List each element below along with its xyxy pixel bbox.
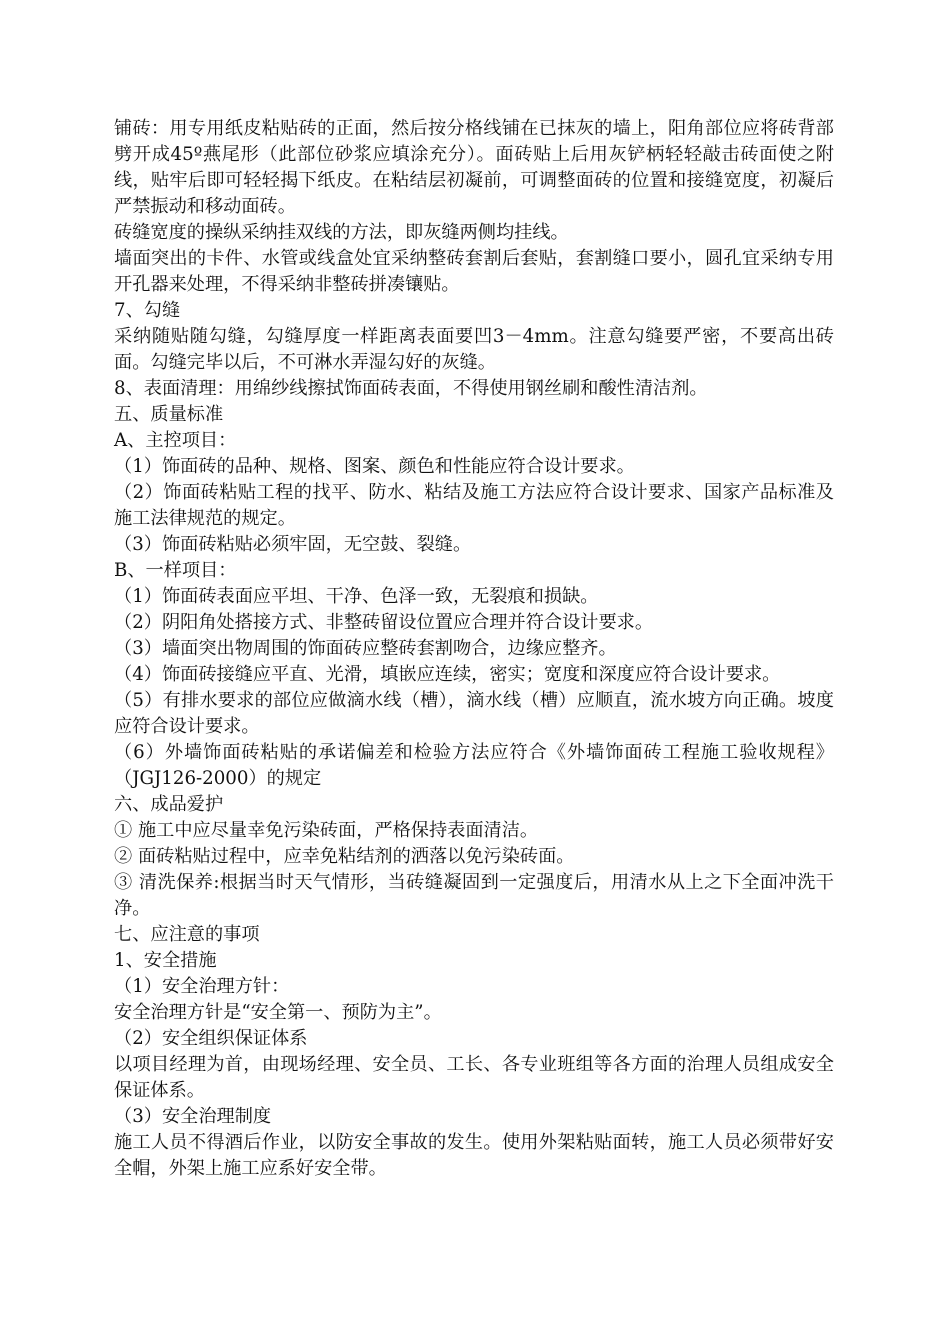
paragraph-safety-rules: 施工人员不得酒后作业，以防安全事故的发生。使用外架粘贴面转，施工人员必须带好安全帽，外架上施工应系好安全带。 <box>114 1132 834 1179</box>
paragraph-joint-width: 砖缝宽度的操纵采纳挂双线的方法，即灰缝两侧均挂线。 <box>114 222 569 243</box>
list-item: （3）墙面突出物周围的饰面砖应整砖套割吻合，边缘应整齐。 <box>114 638 617 659</box>
heading-safety-measures: 1、安全措施 <box>114 950 217 971</box>
list-item: （1）饰面砖表面应平坦、干净、色泽一致，无裂痕和损缺。 <box>114 586 599 607</box>
list-item: （6）外墙饰面砖粘贴的承诺偏差和检验方法应符合《外墙饰面砖工程施工验收规程》（JGJ126-2000）的规定 <box>114 742 834 789</box>
list-item: ③ 清洗保养:根据当时天气情形，当砖缝凝固到一定强度后，用清水从上之下全面冲洗干净。 <box>114 872 834 919</box>
paragraph-pointing: 采纳随贴随勾缝，勾缝厚度一样距离表面要凹3－4mm。注意勾缝要严密，不要高出砖面。勾缝完毕以后，不可淋水弄湿勾好的灰缝。 <box>114 326 834 373</box>
heading-general-items: B、一样项目： <box>114 560 237 581</box>
heading-pointing: 7、勾缝 <box>114 300 181 321</box>
heading-safety-rules: （3）安全治理制度 <box>114 1106 272 1127</box>
paragraph-safety-policy: 安全治理方针是“安全第一、预防为主”。 <box>114 1002 442 1023</box>
list-item: （4）饰面砖接缝应平直、光滑，填嵌应连续，密实；宽度和深度应符合设计要求。 <box>114 664 781 685</box>
list-item: （3）饰面砖粘贴必须牢固，无空鼓、裂缝。 <box>114 534 472 555</box>
list-item: （1）饰面砖的品种、规格、图案、颜色和性能应符合设计要求。 <box>114 456 635 477</box>
paragraph-surface-cleaning: 8、表面清理：用绵纱线擦拭饰面砖表面，不得使用钢丝刷和酸性清洁剂。 <box>114 378 708 399</box>
heading-main-control-items: A、主控项目： <box>114 430 237 451</box>
document-body <box>114 116 834 1182</box>
paragraph-safety-organization: 以项目经理为首，由现场经理、安全员、工长、各专业班组等各方面的治理人员组成安全保证体系。 <box>114 1054 834 1101</box>
paragraph-tiling: 铺砖：用专用纸皮粘贴砖的正面，然后按分格线铺在已抹灰的墙上，阳角部位应将砖背部劈开成45º燕尾形（此部位砂浆应填涂充分）。面砖贴上后用灰铲柄轻轻敲击砖面使之附线，贴牢后即可轻轻揭下纸皮。在粘结层初凝前，可调整面砖的位置和接缝宽度，初凝后严禁振动和移动面砖。 <box>114 118 834 217</box>
heading-safety-policy: （1）安全治理方针： <box>114 976 290 997</box>
list-item: （5）有排水要求的部位应做滴水线（槽），滴水线（槽）应顺直，流水坡方向正确。坡度应符合设计要求。 <box>114 690 834 737</box>
heading-quality-standards: 五、质量标准 <box>114 404 224 425</box>
paragraph-protrusions: 墙面突出的卡件、水管或线盒处宜采纳整砖套割后套贴，套割缝口要小，圆孔宜采纳专用开孔器来处理，不得采纳非整砖拼凑镶贴。 <box>114 248 834 295</box>
heading-product-protection: 六、成品爱护 <box>114 794 224 815</box>
list-item: ② 面砖粘贴过程中，应幸免粘结剂的洒落以免污染砖面。 <box>114 846 575 867</box>
list-item: （2）饰面砖粘贴工程的找平、防水、粘结及施工方法应符合设计要求、国家产品标准及施工法律规范的规定。 <box>114 482 834 529</box>
heading-precautions: 七、应注意的事项 <box>114 924 260 945</box>
heading-safety-organization: （2）安全组织保证体系 <box>114 1028 308 1049</box>
list-item: ① 施工中应尽量幸免污染砖面，严格保持表面清洁。 <box>114 820 539 841</box>
list-item: （2）阴阳角处搭接方式、非整砖留设位置应合理并符合设计要求。 <box>114 612 654 633</box>
